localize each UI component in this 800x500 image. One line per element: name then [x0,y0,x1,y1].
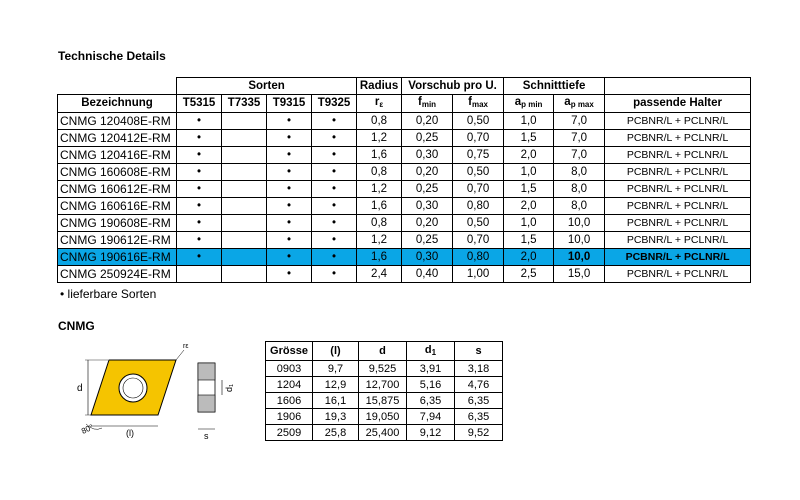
cell-fmin: 0,20 [402,164,453,181]
cell-apmin: 1,0 [504,164,554,181]
cell-name: CNMG 190612E-RM [58,232,177,249]
cell-t9315: • [267,130,312,147]
cell-t9325: • [312,130,357,147]
cell-apmin: 1,5 [504,130,554,147]
group-radius: Radius [357,78,402,95]
dimensions-table [265,341,503,441]
cell-fmin: 0,25 [402,181,453,198]
dims-cell: 6,35 [455,409,503,425]
cell-fmax: 0,70 [453,181,504,198]
cell-t9315: • [267,215,312,232]
cell-t7335 [222,249,267,266]
table-row [58,181,751,198]
cell-apmax: 8,0 [554,164,605,181]
cell-fmax: 0,75 [453,147,504,164]
group-sorten: Sorten [177,78,357,95]
cell-name: CNMG 250924E-RM [58,266,177,283]
cell-apmax: 7,0 [554,147,605,164]
cell-fmin: 0,30 [402,198,453,215]
cell-t9325: • [312,147,357,164]
cell-fmax: 0,70 [453,130,504,147]
insert-side-view [198,363,234,441]
cell-t7335 [222,198,267,215]
table-row [58,232,751,249]
dims-cell: 9,7 [313,361,359,377]
label-l: (l) [126,428,134,438]
cell-t9315: • [267,147,312,164]
cell-r: 0,8 [357,113,402,130]
cell-r: 0,8 [357,215,402,232]
cell-name: CNMG 160612E-RM [58,181,177,198]
cell-t9325: • [312,113,357,130]
dims-cell: 0903 [266,361,313,377]
cell-name: CNMG 160616E-RM [58,198,177,215]
dims-cell: 15,875 [359,393,407,409]
dims-header-d1: $d_1$ [407,342,455,361]
dims-header-s: s [455,342,503,361]
cell-name: CNMG 120408E-RM [58,113,177,130]
cell-apmax: 15,0 [554,266,605,283]
cell-apmax: 8,0 [554,198,605,215]
cell-r: 1,2 [357,181,402,198]
cell-t9325: • [312,198,357,215]
cell-t9315: • [267,198,312,215]
cell-apmin: 2,5 [504,266,554,283]
cell-fmin: 0,30 [402,147,453,164]
cell-name: CNMG 120416E-RM [58,147,177,164]
dims-cell: 1906 [266,409,313,425]
label-s: s [204,431,209,441]
header-ap-max: $a_{p max}$ [554,95,605,113]
dims-cell: 25,8 [313,425,359,441]
table-row [58,266,751,283]
label-radius: rε [183,343,189,350]
cell-name: CNMG 120412E-RM [58,130,177,147]
dims-cell: 9,12 [407,425,455,441]
dims-cell: 25,400 [359,425,407,441]
cell-t9315: • [267,113,312,130]
cell-apmax: 10,0 [554,249,605,266]
cell-t7335 [222,232,267,249]
cell-t5315: • [177,232,222,249]
cell-apmin: 1,5 [504,181,554,198]
cell-fmax: 0,70 [453,232,504,249]
cell-r: 1,6 [357,147,402,164]
radius-leader [176,350,184,360]
insert-drawing [56,336,256,446]
cell-fmax: 0,50 [453,215,504,232]
header-t7335: T7335 [222,95,267,113]
cell-fmin: 0,25 [402,130,453,147]
cell-halter: PCBNR/L + PCLNR/L [605,113,751,130]
dims-cell: 1204 [266,377,313,393]
table-row [58,147,751,164]
section-subtitle: CNMG [58,319,95,333]
cell-fmin: 0,20 [402,113,453,130]
cell-apmax: 10,0 [554,232,605,249]
cell-r: 1,6 [357,249,402,266]
dims-cell: 3,91 [407,361,455,377]
cell-t7335 [222,147,267,164]
dims-cell: 5,16 [407,377,455,393]
cell-fmin: 0,40 [402,266,453,283]
cell-name: CNMG 160608E-RM [58,164,177,181]
cell-halter: PCBNR/L + PCLNR/L [605,266,751,283]
cell-fmax: 0,50 [453,164,504,181]
dims-header-row [266,342,503,361]
dims-row [266,393,503,409]
cell-apmax: 10,0 [554,215,605,232]
cell-t9325: • [312,181,357,198]
header-radius: $r_\varepsilon$ [357,95,402,113]
cell-halter: PCBNR/L + PCLNR/L [605,215,751,232]
page-title: Technische Details [58,49,166,63]
cell-t5315: • [177,249,222,266]
table-row [58,249,751,266]
dims-cell: 9,525 [359,361,407,377]
cell-t9315: • [267,249,312,266]
dims-cell: 4,76 [455,377,503,393]
dims-cell: 16,1 [313,393,359,409]
cell-name: CNMG 190608E-RM [58,215,177,232]
header-t5315: T5315 [177,95,222,113]
cell-name: CNMG 190616E-RM [58,249,177,266]
technical-details-table [57,77,751,283]
cell-fmax: 0,80 [453,198,504,215]
column-header-row [58,95,751,113]
cell-r: 0,8 [357,164,402,181]
dims-cell: 12,9 [313,377,359,393]
dims-cell: 6,35 [455,393,503,409]
cell-t5315: • [177,164,222,181]
cell-fmin: 0,20 [402,215,453,232]
cell-t5315: • [177,147,222,164]
table-row [58,215,751,232]
dims-cell: 2509 [266,425,313,441]
table-row [58,130,751,147]
dims-cell: 1606 [266,393,313,409]
dims-row [266,361,503,377]
cell-apmax: 7,0 [554,113,605,130]
cell-halter: PCBNR/L + PCLNR/L [605,198,751,215]
table-row [58,164,751,181]
dims-cell: 3,18 [455,361,503,377]
cell-t9315: • [267,232,312,249]
cell-apmax: 7,0 [554,130,605,147]
cell-apmin: 2,0 [504,198,554,215]
cell-halter: PCBNR/L + PCLNR/L [605,147,751,164]
cell-t5315: • [177,198,222,215]
cell-t7335 [222,113,267,130]
cell-t5315: • [177,113,222,130]
availability-note: • lieferbare Sorten [60,287,157,301]
table-row [58,113,751,130]
label-angle: 80° [80,422,95,436]
cell-apmin: 1,0 [504,113,554,130]
cell-t9315: • [267,181,312,198]
cell-t9315: • [267,266,312,283]
cell-halter: PCBNR/L + PCLNR/L [605,181,751,198]
cell-t9325: • [312,232,357,249]
cell-apmax: 8,0 [554,181,605,198]
cell-apmin: 2,0 [504,249,554,266]
cell-fmax: 0,80 [453,249,504,266]
cell-t7335 [222,130,267,147]
header-f-max: $f_{max}$ [453,95,504,113]
cell-t9325: • [312,266,357,283]
label-d1: d₁ [224,383,234,392]
cell-t9325: • [312,164,357,181]
cell-fmax: 0,50 [453,113,504,130]
cell-halter: PCBNR/L + PCLNR/L [605,164,751,181]
cell-t9325: • [312,215,357,232]
cell-t7335 [222,215,267,232]
header-t9325: T9325 [312,95,357,113]
dims-row [266,377,503,393]
header-bezeichnung: Bezeichnung [58,95,177,113]
blank-header-cell [58,78,177,95]
group-blank-halter [605,78,751,95]
side-hatch-bottom [198,395,215,412]
label-d: d [77,383,83,394]
dims-row [266,425,503,441]
cell-t9325: • [312,249,357,266]
header-f-min: $f_{min}$ [402,95,453,113]
cell-t5315: • [177,215,222,232]
dims-cell: 19,3 [313,409,359,425]
header-ap-min: $a_{p min}$ [504,95,554,113]
cell-apmin: 1,5 [504,232,554,249]
table-row [58,198,751,215]
dims-cell: 19,050 [359,409,407,425]
cell-t5315 [177,266,222,283]
cell-fmin: 0,25 [402,232,453,249]
cell-apmin: 2,0 [504,147,554,164]
cell-fmax: 1,00 [453,266,504,283]
dims-header-d: d [359,342,407,361]
dims-cell: 12,700 [359,377,407,393]
dims-cell: 9,52 [455,425,503,441]
cell-r: 1,6 [357,198,402,215]
insert-top-view [77,343,188,438]
cell-halter: PCBNR/L + PCLNR/L [605,232,751,249]
cell-fmin: 0,30 [402,249,453,266]
cell-halter: PCBNR/L + PCLNR/L [605,249,751,266]
dims-cell: 7,94 [407,409,455,425]
group-vorschub: Vorschub pro U. [402,78,504,95]
side-hatch-top [198,363,215,380]
cell-r: 2,4 [357,266,402,283]
cell-halter: PCBNR/L + PCLNR/L [605,130,751,147]
cell-t7335 [222,164,267,181]
cell-r: 1,2 [357,130,402,147]
group-header-row [58,78,751,95]
dims-cell: 6,35 [407,393,455,409]
cell-t7335 [222,266,267,283]
cell-t7335 [222,181,267,198]
cell-t9315: • [267,164,312,181]
cell-t5315: • [177,130,222,147]
dims-row [266,409,503,425]
header-halter: passende Halter [605,95,751,113]
cell-r: 1,2 [357,232,402,249]
header-t9315: T9315 [267,95,312,113]
cell-t5315: • [177,181,222,198]
dims-header-groesse: Grösse [266,342,313,361]
group-schnitttiefe: Schnitttiefe [504,78,605,95]
cell-apmin: 1,0 [504,215,554,232]
dims-header-l: (l) [313,342,359,361]
